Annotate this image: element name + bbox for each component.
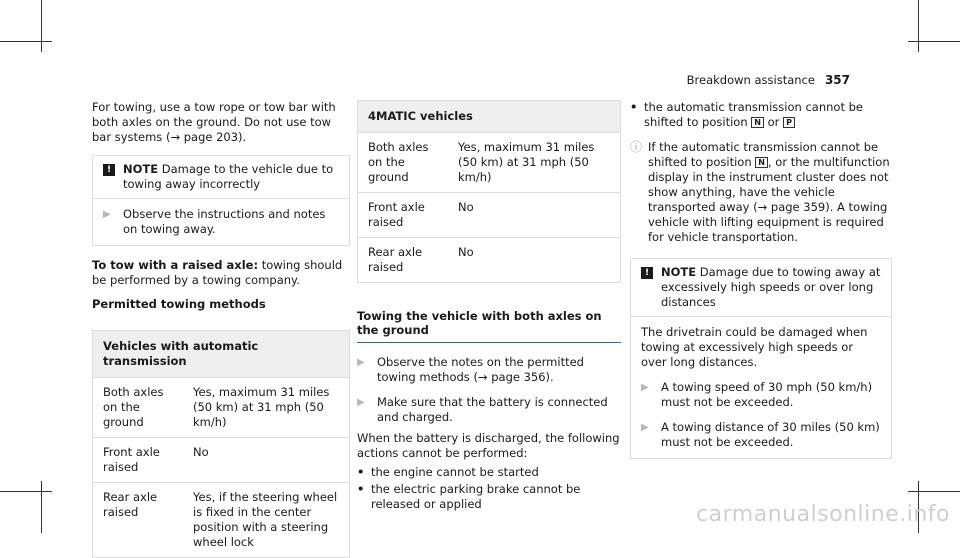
permitted-heading: Permitted towing methods xyxy=(92,297,266,312)
gear-p-key: P xyxy=(783,117,795,128)
note-text: Damage due to towing away at excessively high speeds or over long distances xyxy=(661,265,881,310)
column-left xyxy=(92,100,350,558)
note-box xyxy=(92,155,350,246)
note-header xyxy=(93,156,349,198)
crop-mark xyxy=(41,0,42,52)
table-row xyxy=(358,132,620,192)
table-row xyxy=(358,237,620,281)
discharged-text: When the battery is discharged, the following actions cannot be performed: xyxy=(357,431,620,461)
arrow-right-icon: ▶ xyxy=(357,397,365,409)
info-text-b: , or the multifunction display in the instrument cluster does not show anything, have the vehicle transported away (→ page 359). A towing vehicle with lifting equipment is required for vehicle transportation. xyxy=(648,154,890,244)
note-title xyxy=(661,265,881,310)
note-body-text: The drivetrain could be damaged when towing at excessively high speeds or over long distances. xyxy=(641,325,868,370)
crop-mark xyxy=(41,481,42,533)
instruction-step xyxy=(641,420,881,450)
table-header: Vehicles with automatic transmission xyxy=(93,331,349,377)
column-middle xyxy=(357,100,621,514)
list-item xyxy=(357,465,621,480)
instruction-step xyxy=(641,380,881,410)
crop-mark xyxy=(0,491,52,492)
crop-mark xyxy=(908,41,960,42)
instruction-step xyxy=(103,207,339,237)
instruction-step xyxy=(357,355,621,385)
table-cell-value: No xyxy=(448,192,620,237)
table-cell-key: Front axle raised xyxy=(93,438,183,483)
raised-axle-text: towing should be performed by a towing company. xyxy=(92,257,343,287)
arrow-right-icon: ▶ xyxy=(641,382,649,394)
steps-list xyxy=(357,355,621,425)
bullet-icon: • xyxy=(630,100,638,114)
table-header: 4MATIC vehicles xyxy=(358,101,620,132)
column-right xyxy=(630,100,892,459)
table-cell-value: Yes, maximum 31 miles (50 km) at 31 mph (50 km/h) xyxy=(183,378,349,438)
list-item-text: the engine cannot be started xyxy=(371,465,539,479)
list-item-text xyxy=(644,100,892,130)
section-title: Towing the vehicle with both axles on the ground xyxy=(357,309,621,344)
note-label: NOTE xyxy=(661,265,697,280)
intro-text: For towing, use a tow rope or tow bar with both axles on the ground. Do not use tow bar systems (→ page 203). xyxy=(92,100,336,144)
info-icon: ⓘ xyxy=(630,139,643,154)
gear-n-key: N xyxy=(755,157,768,168)
step-text: Make sure that the battery is connected and charged. xyxy=(377,395,608,425)
note-body xyxy=(93,198,349,245)
crop-mark xyxy=(908,491,960,492)
warning-icon: ! xyxy=(103,164,115,176)
list-item xyxy=(630,100,892,130)
bullet-text: the automatic transmission cannot be shifted to position xyxy=(644,100,863,129)
step-text: A towing speed of 30 mph (50 km/h) must not be exceeded. xyxy=(661,380,873,409)
raised-axle-paragraph xyxy=(92,258,350,288)
page-number: 357 xyxy=(824,73,850,87)
automatic-transmission-table xyxy=(92,330,350,557)
table-cell-key: Rear axle raised xyxy=(358,237,448,281)
or-text: or xyxy=(767,114,780,129)
info-text-a: If the automatic transmission cannot be shifted to position xyxy=(648,139,879,169)
table-cell-key: Both axles on the ground xyxy=(93,378,183,438)
step-text: A towing distance of 30 miles (50 km) must not be exceeded. xyxy=(661,419,880,449)
bullet-icon: • xyxy=(357,465,365,479)
note-box xyxy=(630,258,892,458)
step-text: Observe the notes on the permitted towing methods (→ page 356). xyxy=(377,355,584,385)
info-paragraph xyxy=(630,140,892,245)
table-row xyxy=(93,378,349,438)
table-row xyxy=(93,438,349,483)
crop-mark xyxy=(918,0,919,52)
arrow-right-icon: ▶ xyxy=(641,421,649,433)
note-label: NOTE xyxy=(123,161,159,176)
crop-mark xyxy=(0,41,52,42)
table-cell-key: Front axle raised xyxy=(358,192,448,237)
header-title: Breakdown assistance xyxy=(686,73,815,87)
note-header xyxy=(631,259,891,316)
note-body xyxy=(631,316,891,458)
4matic-table xyxy=(357,100,621,283)
info-text xyxy=(648,140,892,245)
list-item xyxy=(357,482,621,512)
bullet-list xyxy=(630,100,892,130)
note-title xyxy=(123,162,339,192)
watermark: carmanualsonline.info xyxy=(696,502,950,528)
step-text: Observe the instructions and notes on towing away. xyxy=(123,206,326,236)
instruction-step xyxy=(357,395,621,425)
table-cell-value: No xyxy=(183,438,349,483)
table-cell-key: Both axles on the ground xyxy=(358,132,448,192)
table-cell-value: No xyxy=(448,237,620,281)
page-header xyxy=(687,73,850,89)
gear-n-key: N xyxy=(751,117,764,128)
table-cell-key: Rear axle raised xyxy=(93,482,183,556)
note-text: Damage to the vehicle due to towing away incorrectly xyxy=(123,161,334,191)
warning-icon: ! xyxy=(641,267,653,279)
bullet-icon: • xyxy=(357,481,365,496)
list-item-text: the electric parking brake cannot be released or applied xyxy=(371,481,581,511)
raised-axle-label: To tow with a raised axle: xyxy=(92,257,259,272)
table-row xyxy=(93,482,349,556)
table-row xyxy=(358,192,620,237)
bullet-list xyxy=(357,465,621,512)
table-cell-value: Yes, maximum 31 miles (50 km) at 31 mph (50 km/h) xyxy=(448,132,620,192)
arrow-right-icon: ▶ xyxy=(357,357,365,369)
arrow-right-icon: ▶ xyxy=(103,208,111,220)
table-cell-value: Yes, if the steering wheel is fixed in the center position with a steering wheel lock xyxy=(183,482,349,556)
